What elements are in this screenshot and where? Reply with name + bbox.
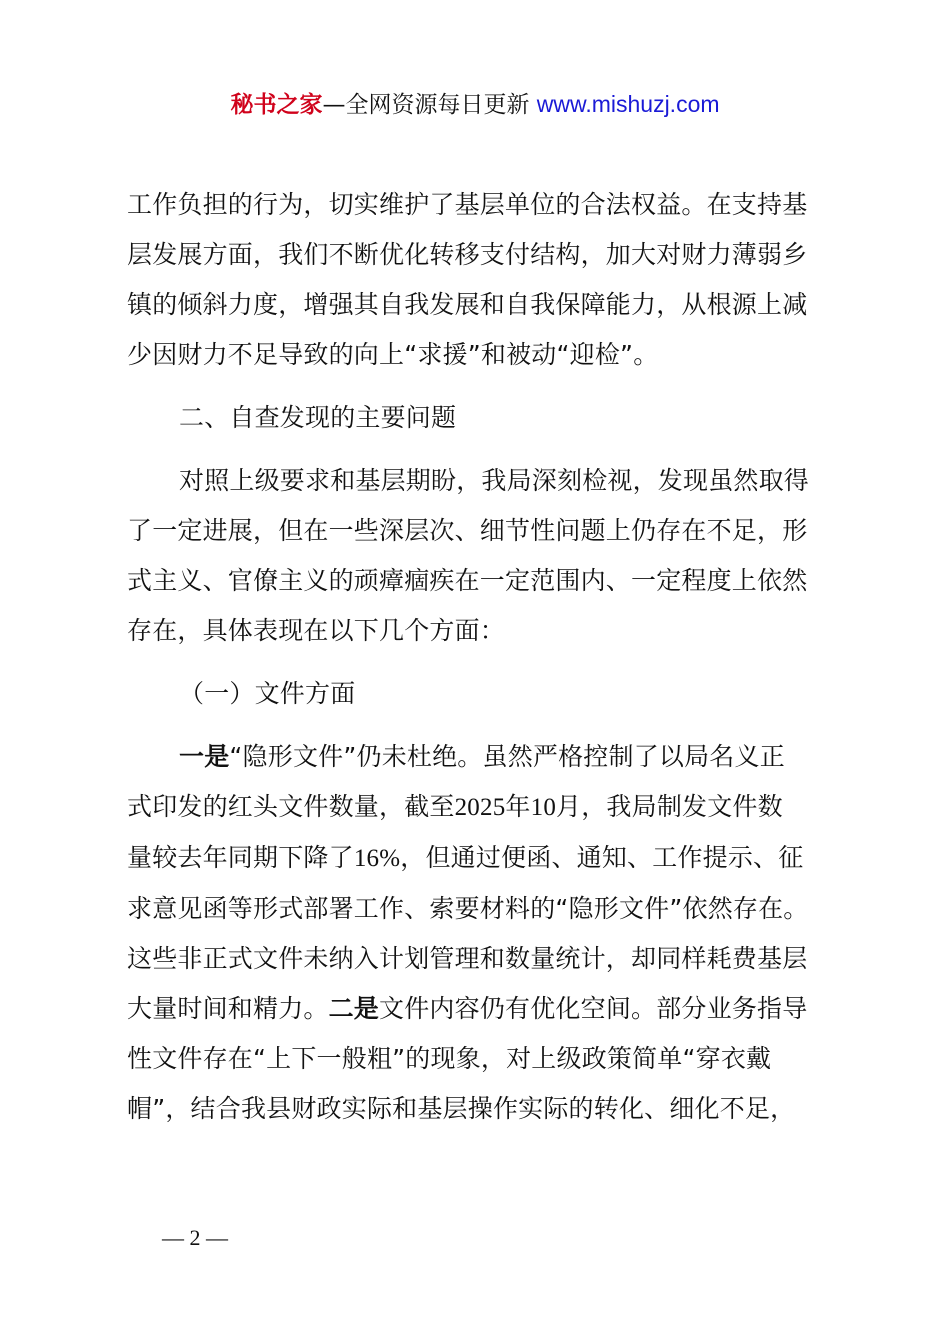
paragraph-self-inspection (127, 456, 837, 656)
text-line: 性文件存在“上下一般粗”的现象，对上级政策简单“穿衣戴 (127, 1044, 772, 1073)
text-line: 求意见函等形式部署工作、索要材料的“隐形文件”依然存在。 (127, 894, 809, 923)
month-value: 10 (530, 794, 557, 821)
text-span: 文件内容仍有优化空间。部分业务指导 (379, 994, 808, 1023)
text-span: 式印发的红头文件数量，截至 (127, 792, 455, 821)
text-line: 帽”，结合我县财政实际和基层操作实际的转化、细化不足， (127, 1094, 796, 1123)
text-line (127, 833, 837, 884)
text-line: 存在，具体表现在以下几个方面： (127, 616, 506, 645)
header-tagline: —全网资源每日更新 (322, 92, 537, 118)
text-span: “隐形文件”仍未杜绝。虽然严格控制了以局名义正 (229, 742, 785, 771)
point-label-second: 二是 (328, 994, 380, 1023)
text-line: 了一定进展，但在一些深层次、细节性问题上仍存在不足，形 (127, 516, 808, 545)
text-span: 月，我局制发文件数 (556, 792, 783, 821)
text-line (127, 782, 837, 833)
percent-value: 16% (353, 845, 401, 872)
site-url-link[interactable]: www.mishuzj.com (536, 91, 720, 117)
text-span: 量较去年同期下降了 (127, 843, 354, 872)
document-body (127, 180, 837, 1134)
text-span: 年 (505, 792, 531, 821)
text-line: 少因财力不足导致的向上“求援”和被动“迎检”。 (127, 340, 659, 369)
page-number: — 2 — (162, 1225, 228, 1250)
point-label-first: 一是 (179, 742, 230, 771)
text-line: 镇的倾斜力度，增强其自我发展和自我保障能力，从根源上减 (127, 290, 808, 319)
text-line: 对照上级要求和基层期盼，我局深刻检视，发现虽然取得 (179, 466, 810, 495)
text-line (127, 732, 837, 782)
site-header (0, 88, 950, 121)
text-line: 这些非正式文件未纳入计划管理和数量统计，却同样耗费基层 (127, 944, 808, 973)
text-line: 式主义、官僚主义的顽瘴痼疾在一定范围内、一定程度上依然 (127, 566, 808, 595)
paragraph-document-issues (127, 732, 837, 1134)
text-line (127, 984, 837, 1034)
paragraph-support-grassroots (127, 180, 837, 380)
brand-name: 秘书之家 (230, 92, 323, 118)
year-value: 2025 (454, 794, 506, 821)
section-heading-problems: 二、自查发现的主要问题 (179, 403, 457, 432)
text-line: 工作负担的行为，切实维护了基层单位的合法权益。在支持基 (127, 190, 808, 219)
text-span: ，但通过便函、通知、工作提示、征 (400, 843, 804, 872)
subsection-heading-documents: （一）文件方面 (179, 679, 356, 708)
text-span: 大量时间和精力。 (127, 994, 329, 1023)
text-line: 层发展方面，我们不断优化转移支付结构，加大对财力薄弱乡 (127, 240, 808, 269)
